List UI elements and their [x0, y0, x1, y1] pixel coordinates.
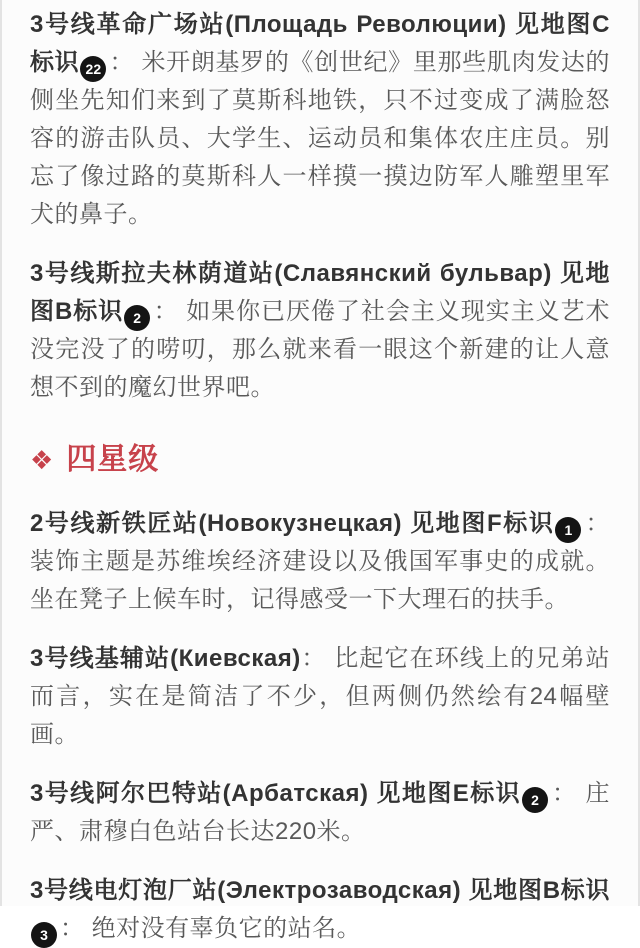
station-description: ： 如果你已厌倦了社会主义现实主义艺术没完没了的唠叨，那么就来看一眼这个新建的让人意想不到的魔幻世界吧。 — [30, 298, 610, 401]
station-description: ： 米开朗基罗的《创世纪》里那些肌肉发达的侧坐先知们来到了莫斯科地铁，只不过变成了满脸怒容的游击队员、大学生、运动员和集体农庄庄员。别忘了像过路的莫斯科人一样摸一摸边防军人雕塑里军犬的鼻子。 — [30, 49, 611, 228]
station-name: 3号线革命广场站(Площадь Революции) 见地图C标识 — [30, 11, 610, 76]
station-description: ： 装饰主题是苏维埃经济建设以及俄国军事史的成就。坐在凳子上候车时，记得感受一下大理石的扶手。 — [30, 510, 611, 613]
map-marker-badge: 2 — [522, 787, 548, 813]
map-marker-badge: 22 — [80, 56, 106, 82]
map-marker-badge: 3 — [31, 922, 57, 948]
station-description: ： 比起它在环线上的兄弟站而言，实在是简洁了不少，但两侧仍然绘有24幅壁画。 — [30, 645, 610, 748]
section-heading-label: 四星级 — [66, 443, 160, 476]
station-paragraph — [30, 255, 610, 407]
station-paragraph — [30, 505, 610, 619]
station-name: 3号线斯拉夫林荫道站(Славянский бульвар) 见地图B标识 — [30, 260, 610, 325]
station-description: ： 庄严、肃穆白色站台长达220米。 — [30, 780, 610, 845]
station-paragraph — [30, 872, 610, 948]
station-name: 3号线电灯泡厂站(Электрозаводская) 见地图B标识 — [30, 877, 610, 904]
station-paragraph — [30, 640, 610, 754]
station-paragraph — [30, 775, 610, 851]
diamond-cluster-icon: ❖ — [30, 445, 55, 475]
station-description: ： 绝对没有辜负它的站名。 — [60, 915, 362, 942]
section-heading — [30, 440, 610, 480]
station-name: 2号线新铁匠站(Новокузнецкая) 见地图F标识 — [30, 510, 555, 537]
map-marker-badge: 1 — [555, 517, 581, 543]
map-marker-badge: 2 — [124, 305, 150, 331]
station-name: 3号线基辅站(Киевская) — [30, 645, 301, 672]
station-name: 3号线阿尔巴特站(Арбатская) 见地图E标识 — [30, 780, 522, 807]
station-paragraph — [30, 6, 610, 234]
